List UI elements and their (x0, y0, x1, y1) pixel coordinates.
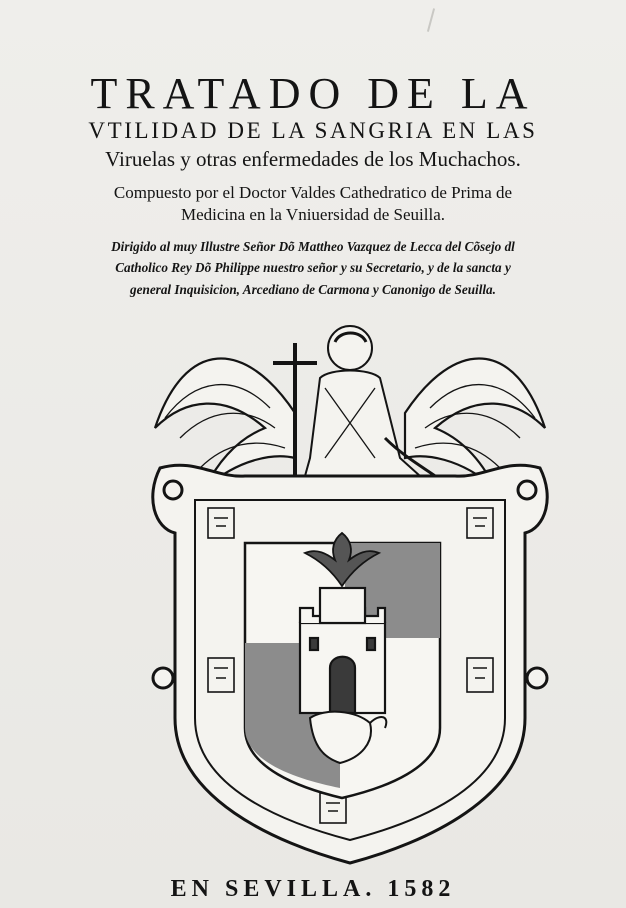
title-line-3: Viruelas y otras enfermedades de los Muchachos. (105, 147, 521, 171)
dedication-line-2: Catholico Rey Dõ Philippe nuestro señor y su Secretario, y de la sancta y (115, 260, 511, 275)
title-line-1: TRATADO DE LA (90, 69, 536, 118)
title-line-2: VTILIDAD DE LA SANGRIA EN LAS (88, 118, 538, 143)
paper-mark (427, 8, 435, 32)
imprint-line: EN SEVILLA. 1582 (170, 876, 456, 902)
dedication-line-3: general Inquisicion, Arcediano de Carmona y Canonigo de Seuilla. (130, 282, 496, 297)
dedication-line-1: Dirigido al muy Illustre Señor Dõ Mattheo Vazquez de Lecca del Cõsejo dl (111, 239, 515, 254)
coat-of-arms-woodcut (145, 318, 555, 878)
author-line-1: Compuesto por el Doctor Valdes Cathedratico de Prima de (113, 183, 513, 202)
author-line-2: Medicina en la Vniuersidad de Seuilla. (180, 205, 446, 224)
